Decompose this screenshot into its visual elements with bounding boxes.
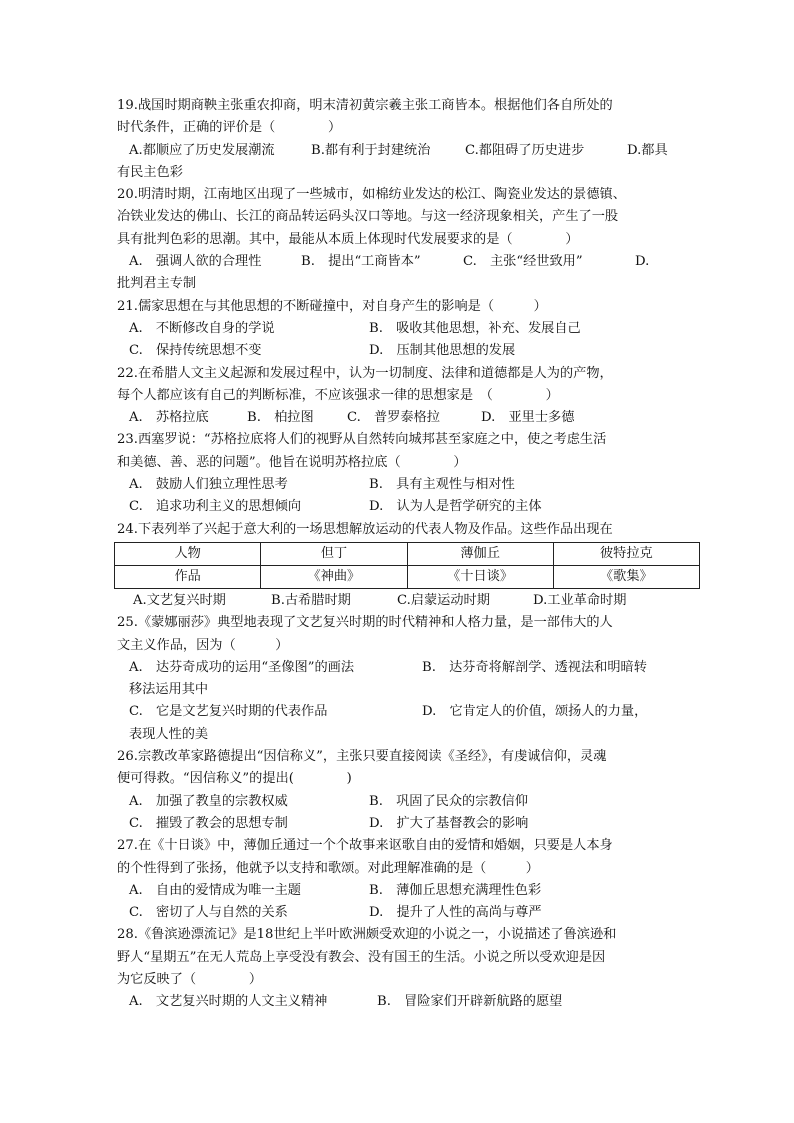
question-25-option-a[interactable]: A. 达芬奇成功的运用“圣像图”的画法 — [129, 659, 355, 675]
question-28-option-b[interactable]: B. 冒险家们开辟新航路的愿望 — [377, 994, 563, 1010]
question-28-stem-line-3: 为它反映了（ ） — [117, 971, 263, 987]
question-22-option-a[interactable]: A. 苏格拉底 — [129, 410, 209, 426]
question-21-stem-line-1: 21.儒家思想在与其他思想的不断碰撞中，对自身产生的影响是（ ） — [117, 298, 547, 314]
question-28-options-row-1 — [117, 991, 687, 1013]
question-23-option-b[interactable]: B. 具有主观性与相对性 — [369, 477, 515, 493]
table-cell: 《神曲》 — [261, 565, 407, 588]
question-21 — [117, 296, 687, 363]
question-19-option-d-continued: 有民主色彩 — [117, 164, 183, 180]
question-19-options — [117, 140, 687, 162]
question-23-stem-line-1: 23.西塞罗说：“苏格拉底将人们的视野从自然转向城邦甚至家庭之中，使之考虑生活 — [117, 432, 607, 448]
question-25-stem-line-2: 文主义作品，因为（ ） — [117, 637, 289, 653]
question-21-option-d[interactable]: D. 压制其他思想的发展 — [369, 343, 516, 359]
question-25-option-d[interactable]: D. 它肯定人的价值，颂扬人的力量， — [422, 704, 648, 720]
question-20-options — [117, 251, 687, 273]
question-23 — [117, 429, 687, 518]
question-25-option-b[interactable]: B. 达芬奇将解剖学、透视法和明暗转 — [422, 659, 647, 675]
question-27-stem-line-2: 的个性得到了张扬，他就予以支持和歌颂。对此理解准确的是（ ） — [117, 860, 539, 876]
question-20-stem-line-1: 20.明清时期，江南地区出现了一些城市，如棉纺业发达的松江、陶瓷业发达的景德镇、 — [117, 187, 626, 203]
question-19-stem-line-2: 时代条件，正确的评价是（ ） — [117, 120, 342, 136]
question-25-options-row-2 — [117, 701, 687, 723]
question-21-options-row-2 — [117, 340, 687, 362]
question-22-option-b[interactable]: B. 柏拉图 — [247, 410, 314, 426]
question-20-stem-line-3: 具有批判色彩的思潮。其中，最能从本质上体现时代发展要求的是（ ） — [117, 231, 579, 247]
question-25-option-c[interactable]: C. 它是文艺复兴时期的代表作品 — [129, 704, 328, 720]
question-20-option-c[interactable]: C. 主张“经世致用” — [463, 254, 583, 270]
question-22-option-d[interactable]: D. 亚里士多德 — [481, 410, 575, 426]
question-23-options-row-2 — [117, 496, 687, 518]
question-25-option-b-continued: 移法运用其中 — [129, 682, 209, 698]
question-26-option-d[interactable]: D. 扩大了基督教会的影响 — [369, 815, 529, 831]
question-23-option-c[interactable]: C. 追求功利主义的思想倾向 — [129, 499, 302, 515]
question-26-option-c[interactable]: C. 摧毁了教会的思想专制 — [129, 815, 288, 831]
question-20-option-a[interactable]: A. 强调人欲的合理性 — [129, 254, 262, 270]
question-20-option-d-continued: 批判君主专制 — [117, 276, 197, 292]
table-cell: 彼特拉克 — [553, 542, 699, 565]
question-20-option-d[interactable]: D. — [635, 254, 650, 270]
question-22-option-c[interactable]: C. 普罗泰格拉 — [347, 410, 440, 426]
table-cell: 薄伽丘 — [407, 542, 553, 565]
question-28-option-a[interactable]: A. 文艺复兴时期的人文主义精神 — [129, 994, 328, 1010]
question-25-option-d-continued: 表现人性的美 — [129, 726, 209, 742]
question-27 — [117, 835, 687, 924]
question-24-options — [117, 590, 687, 612]
question-28-stem-line-2: 野人“星期五”在无人荒岛上享受没有教会、没有国王的生活。小说之所以受欢迎是因 — [117, 949, 606, 965]
question-24 — [117, 519, 687, 613]
table-cell: 人物 — [115, 542, 261, 565]
question-28 — [117, 924, 687, 1013]
table-cell: 《歌集》 — [553, 565, 699, 588]
question-27-option-c[interactable]: C. 密切了人与自然的关系 — [129, 905, 288, 921]
question-26-option-a[interactable]: A. 加强了教皇的宗教权威 — [129, 793, 288, 809]
question-25 — [117, 612, 687, 746]
question-27-option-a[interactable]: A. 自由的爱情成为唯一主题 — [129, 882, 301, 898]
table-row — [115, 565, 700, 588]
question-26 — [117, 746, 687, 835]
question-21-option-c[interactable]: C. 保持传统思想不变 — [129, 343, 262, 359]
question-23-stem-line-2: 和美德、善、恶的问题”。他旨在说明苏格拉底（ ） — [117, 454, 467, 470]
question-19-option-a[interactable]: A.都顺应了历史发展潮流 — [129, 142, 275, 158]
question-24-option-d[interactable]: D.工业革命时期 — [533, 592, 627, 608]
table-cell: 《十日谈》 — [407, 565, 553, 588]
question-22-stem-line-2: 每个人都应该有自己的判断标准，不应该强求一律的思想家是 （ ） — [117, 387, 559, 403]
question-23-options-row-1 — [117, 474, 687, 496]
question-24-stem-line-1: 24.下表列举了兴起于意大利的一场思想解放运动的代表人物及作品。这些作品出现在 — [117, 521, 613, 537]
question-26-options-row-1 — [117, 791, 687, 813]
question-19-option-b[interactable]: B.都有利于封建统治 — [311, 142, 431, 158]
question-21-options-row-1 — [117, 318, 687, 340]
question-25-options-row-1 — [117, 657, 687, 679]
table-cell: 但丁 — [261, 542, 407, 565]
question-26-option-b[interactable]: B. 巩固了民众的宗教信仰 — [369, 793, 528, 809]
question-24-option-b[interactable]: B.古希腊时期 — [271, 592, 351, 608]
question-27-stem-line-1: 27.在《十日谈》中，薄伽丘通过一个个故事来讴歌自由的爱情和婚姻，只要是人本身 — [117, 838, 613, 854]
works-table — [114, 542, 700, 589]
question-24-option-c[interactable]: C.启蒙运动时期 — [397, 592, 490, 608]
question-22-options — [117, 407, 687, 429]
question-25-stem-line-1: 25.《蒙娜丽莎》典型地表现了文艺复兴时期的时代精神和人格力量，是一部伟大的人 — [117, 615, 613, 631]
question-28-stem-line-1: 28.《鲁滨逊漂流记》是18世纪上半叶欧洲颇受欢迎的小说之一，小说描述了鲁滨逊和 — [117, 927, 617, 943]
question-20-stem-line-2: 冶铁业发达的佛山、长江的商品转运码头汉口等地。与这一经济现象相关，产生了一股 — [117, 209, 619, 225]
question-27-options-row-1 — [117, 880, 687, 902]
question-27-option-b[interactable]: B. 薄伽丘思想充满理性色彩 — [369, 882, 542, 898]
question-27-option-d[interactable]: D. 提升了人性的高尚与尊严 — [369, 905, 542, 921]
question-20 — [117, 184, 687, 295]
question-19-stem-line-1: 19.战国时期商鞅主张重农抑商，明末清初黄宗羲主张工商皆本。根据他们各自所处的 — [117, 98, 613, 113]
question-24-option-a[interactable]: A.文艺复兴时期 — [133, 592, 226, 608]
question-26-options-row-2 — [117, 813, 687, 835]
question-19-option-c[interactable]: C.都阻碍了历史进步 — [465, 142, 585, 158]
table-cell: 作品 — [115, 565, 261, 588]
question-19-option-d[interactable]: D.都具 — [627, 142, 668, 158]
exam-page — [117, 95, 687, 1014]
question-20-option-b[interactable]: B. 提出“工商皆本” — [301, 254, 421, 270]
question-26-stem-line-2: 便可得救。“因信称义”的提出( ) — [117, 771, 352, 787]
table-row — [115, 542, 700, 565]
question-22 — [117, 363, 687, 430]
question-21-option-b[interactable]: B. 吸收其他思想，补充、发展自己 — [369, 320, 581, 336]
question-27-options-row-2 — [117, 902, 687, 924]
question-22-stem-line-1: 22.在希腊人文主义起源和发展过程中，认为一切制度、法律和道德都是人为的产物， — [117, 365, 613, 381]
question-21-option-a[interactable]: A. 不断修改自身的学说 — [129, 320, 275, 336]
question-23-option-d[interactable]: D. 认为人是哲学研究的主体 — [369, 499, 542, 515]
question-26-stem-line-1: 26.宗教改革家路德提出“因信称义”，主张只要直接阅读《圣经》，有虔诚信仰，灵魂 — [117, 749, 607, 765]
question-19 — [117, 95, 687, 184]
question-23-option-a[interactable]: A. 鼓励人们独立理性思考 — [129, 477, 288, 493]
